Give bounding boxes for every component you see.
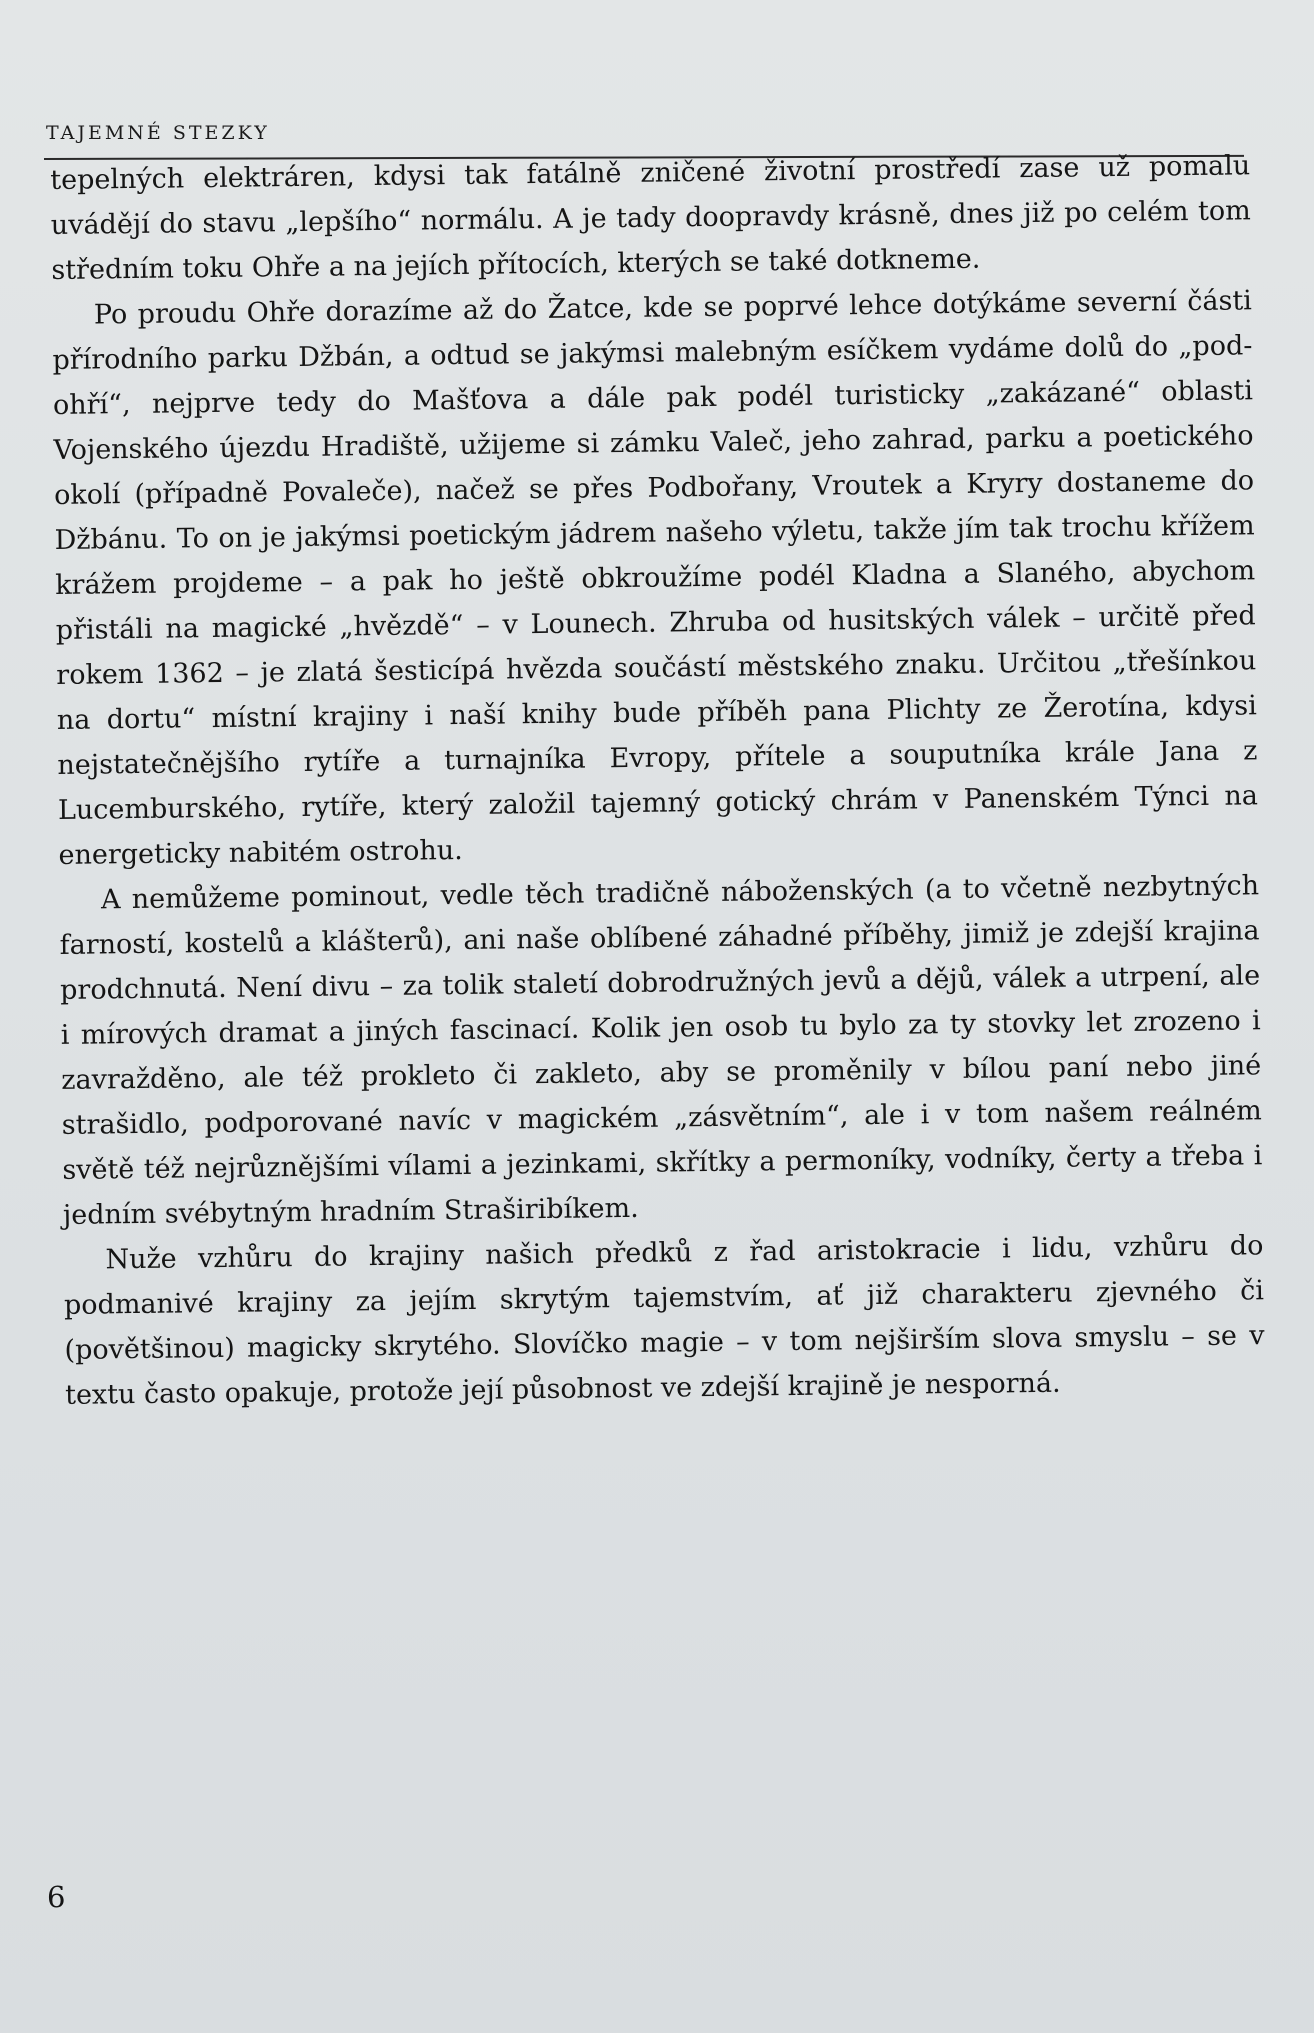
paragraph: Nuže vzhůru do krajiny našich předků z řad aristokracie i lidu, vzhůru do podmanivé krajiny za jejím skrytým tajemstvím, ať již charakteru zjevného či (povětšinou) magicky skrytého. Slovíčko magie – v tom nejširším slova smyslu – se v textu často opakuje, protože její působnost ve zdejší krajině je nesporná. [63, 1230, 1265, 1411]
paragraph: A nemůžeme pominout, vedle těch tradičně náboženských (a to včetně nezbytných farností, kostelů a klášterů), ani naše oblíbené záhadné příběhy, jimiž je zdejší krajina prodchnutá. Není divu – za tolik staletí dobrodružných jevů a dějů, válek a utrpení, ale i mírových dramat a jiných fascinací. Kolik jen osob tu bylo za ty stovky let zrozeno i zavražděno, ale též prokleto či zakleto, aby se proměnily v bílou paní nebo jiné strašidlo, podporované navíc v magickém „zásvětním“, ale i v tom našem reálném světě též nejrůznějšími vílami a jezinkami, skřítky a permoníky, vodníky, čerty a třeba i jedním svébytným hradním Straširibíkem. [59, 870, 1263, 1231]
paragraph: Po proudu Ohře dorazíme až do Žatce, kde se poprvé lehce dotýkáme severní části přírodního parku Džbán, a odtud se jakýmsi malebným esíčkem vydáme dolů do „pod-ohří“, nejprve tedy do Mašťova a dále pak podél turisticky „zakázané“ oblasti Vojenského újezdu Hradiště, užijeme si zámku Valeč, jeho zahrad, parku a poetického okolí (případně Povaleče), načež se přes Podbořany, Vroutek a Kryry dostaneme do Džbánu. To on je jakýmsi poetickým jádrem našeho výletu, takže jím tak trochu křížem krážem projdeme – a pak ho ještě obkroužíme podél Kladna a Slaného, abychom přistáli na magické „hvězdě“ – v Lounech. Zhruba od husitských válek – určitě před rokem 1362 – je zlatá šesticípá hvězda součástí městského znaku. Určitou „třešínkou na dortu“ místní krajiny i naší knihy bude příběh pana Plichty ze Žerotína, kdysi nejstatečnějšího rytíře a turnajníka Evropy, přítele a souputníka krále Jana z Lucemburského, rytíře, který založil tajemný gotický chrám v Panenském Týnci na energeticky nabitém ostrohu. [52, 285, 1259, 871]
page-number: 6 [47, 1880, 66, 1914]
paragraph: tepelných elektráren, kdysi tak fatálně zničené životní prostředí zase už pomalu uvádějí do stavu „lepšího“ normálu. A je tady doopravdy krásně, dnes již po celém tom středním toku Ohře a na jejích přítocích, kterých se také dotkneme. [50, 150, 1251, 286]
running-head: TAJEMNÉ STEZKY [46, 122, 270, 144]
body-text [50, 143, 1265, 1418]
